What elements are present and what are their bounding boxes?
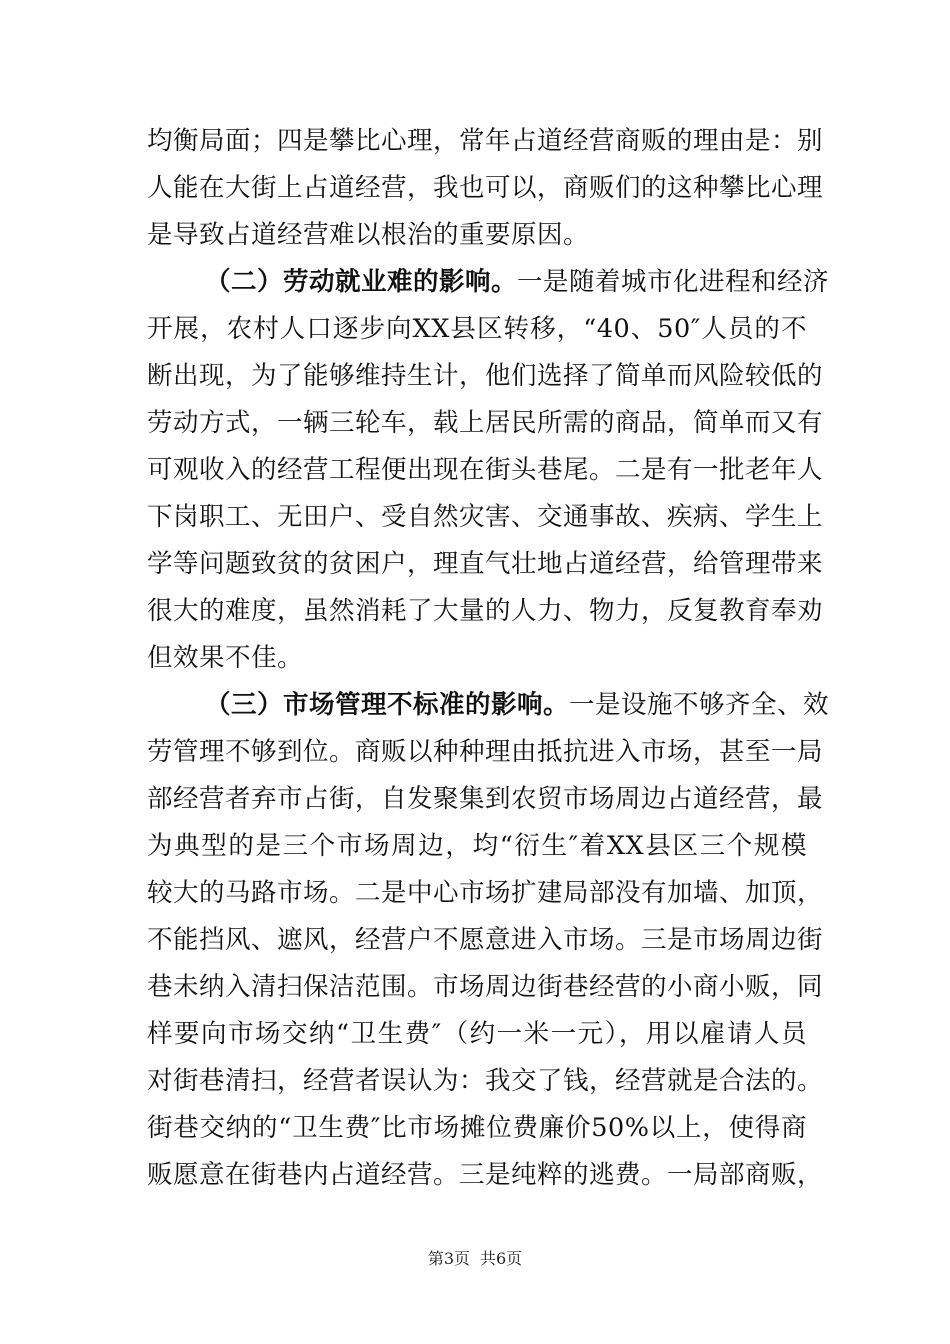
text-line: 下岗职工、无田户、受自然灾害、交通事故、疾病、学生上: [147, 502, 824, 532]
text-line: 不能挡风、遮风，经营户不愿意进入市场。三是市场周边街: [147, 925, 824, 955]
text-line: 劳动方式，一辆三轮车，载上居民所需的商品，简单而又有: [147, 408, 824, 438]
text-line: 均衡局面；四是攀比心理，常年占道经营商贩的理由是：别: [147, 126, 824, 156]
text-line: 样要向市场交纳“卫生费″（约一米一元），用以雇请人员: [147, 1019, 807, 1049]
text-line: 为典型的是三个市场周边，均“衍生″着XX县区三个规模: [147, 831, 807, 861]
page-footer: [0, 1246, 950, 1269]
text-line: 对街巷清扫，经营者误认为：我交了钱，经营就是合法的。: [147, 1066, 824, 1096]
text-line: 但效果不佳。: [147, 643, 304, 673]
text-line: 劳管理不够到位。商贩以种种理由抵抗进入市场，甚至一局: [147, 737, 824, 767]
paragraph-line-heading: [147, 259, 830, 306]
text-line: 断出现，为了能够维持生计，他们选择了简单而风险较低的: [147, 361, 824, 391]
text-line: 开展，农村人口逐步向XX县区转移，“40、50″人员的不: [147, 314, 807, 344]
paragraph-line-heading: [147, 682, 830, 729]
text-line: 很大的难度，虽然消耗了大量的人力、物力，反复教育奉劝: [147, 596, 824, 626]
text-span: 一是随着城市化进程和经济: [517, 267, 830, 297]
page-total: 共6页: [480, 1249, 523, 1268]
section-heading: （二）劳动就业难的影响。: [205, 267, 518, 297]
text-line: 巷未纳入清扫保洁范围。市场周边街巷经营的小商小贩，同: [147, 972, 824, 1002]
section-heading: （三）市场管理不标准的影响。: [205, 690, 570, 720]
text-line: 街巷交纳的“卫生费″比市场摊位费廉价50%以上，使得商: [147, 1113, 807, 1143]
document-body: [147, 118, 830, 1199]
text-line: 学等问题致贫的贫困户，理直气壮地占道经营，给管理带来: [147, 549, 824, 579]
page-number: 第3页: [427, 1249, 470, 1268]
text-span: 一是设施不够齐全、效: [569, 690, 830, 720]
text-line: 可观收入的经营工程便出现在街头巷尾。二是有一批老年人: [147, 455, 824, 485]
text-line: 人能在大街上占道经营，我也可以，商贩们的这种攀比心理: [147, 173, 824, 203]
text-line: 是导致占道经营难以根治的重要原因。: [147, 220, 590, 250]
text-line: 贩愿意在街巷内占道经营。三是纯粹的逃费。一局部商贩，: [147, 1160, 824, 1190]
text-line: 部经营者弃市占街，自发聚集到农贸市场周边占道经营，最: [147, 784, 824, 814]
text-line: 较大的马路市场。二是中心市场扩建局部没有加墙、加顶，: [147, 878, 824, 908]
